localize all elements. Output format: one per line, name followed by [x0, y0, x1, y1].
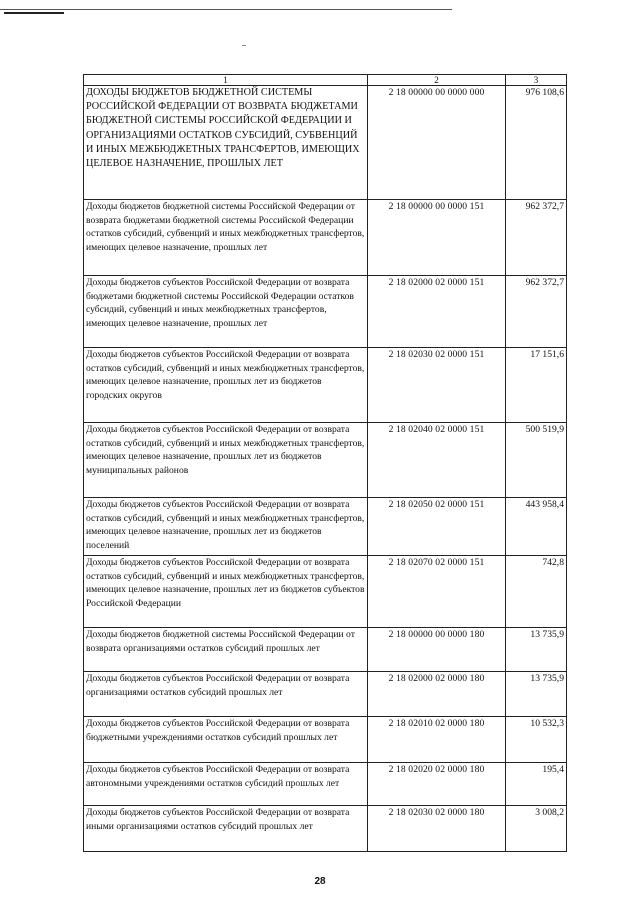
- row-code: 2 18 02030 02 0000 180: [368, 806, 506, 852]
- row-value: 962 372,7: [506, 276, 567, 348]
- table-row: [84, 86, 567, 200]
- scan-edge-line: [0, 9, 452, 10]
- row-code: 2 18 02030 02 0000 151: [368, 348, 506, 423]
- row-value: 17 151,6: [506, 348, 567, 423]
- column-header-name: 1: [84, 75, 368, 86]
- row-name: Доходы бюджетов субъектов Российской Федерации от возврата автономными учреждениями остатков субсидий прошлых лет: [84, 763, 368, 806]
- column-header-value: 3: [506, 75, 567, 86]
- row-name: ДОХОДЫ БЮДЖЕТОВ БЮДЖЕТНОЙ СИСТЕМЫ РОССИЙСКОЙ ФЕДЕРАЦИИ ОТ ВОЗВРАТА БЮДЖЕТАМИ БЮДЖЕТНОЙ СИСТЕМЫ РОССИЙСКОЙ ФЕДЕРАЦИИ И ОРГАНИЗАЦИЯМИ ОСТАТКОВ СУБСИДИЙ, СУБВЕНЦИЙ И ИНЫХ МЕЖБЮДЖЕТНЫХ ТРАНСФЕРТОВ, ИМЕЮЩИХ ЦЕЛЕВОЕ НАЗНАЧЕНИЕ, ПРОШЛЫХ ЛЕТ: [84, 86, 368, 200]
- row-name: Доходы бюджетов субъектов Российской Федерации от возврата иными организациями остатков субсидий прошлых лет: [84, 806, 368, 852]
- table-row: [84, 806, 567, 852]
- table-header-row: [84, 75, 567, 86]
- row-value: 195,4: [506, 763, 567, 806]
- table-row: [84, 423, 567, 498]
- row-code: 2 18 02070 02 0000 151: [368, 556, 506, 628]
- table-row: [84, 556, 567, 628]
- table-row: [84, 348, 567, 423]
- row-code: 2 18 02050 02 0000 151: [368, 498, 506, 556]
- row-value: 10 532,3: [506, 717, 567, 763]
- table-row: [84, 498, 567, 556]
- row-code: 2 18 02010 02 0000 180: [368, 717, 506, 763]
- budget-revenue-table: [83, 74, 567, 852]
- row-value: 742,8: [506, 556, 567, 628]
- row-name: Доходы бюджетов субъектов Российской Федерации от возврата остатков субсидий, субвенций и иных межбюджетных трансфертов, имеющих целевое назначение, прошлых лет из бюджетов субъектов Российской Федерации: [84, 556, 368, 628]
- row-code: 2 18 02040 02 0000 151: [368, 423, 506, 498]
- table-row: [84, 717, 567, 763]
- row-name: Доходы бюджетов субъектов Российской Федерации от возврата бюджетами бюджетной системы Российской Федерации остатков субсидий, субвенций и иных межбюджетных трансфертов, имеющих целевое назначение, прошлых лет: [84, 276, 368, 348]
- row-value: 500 519,9: [506, 423, 567, 498]
- table-row: [84, 276, 567, 348]
- row-value: 443 958,4: [506, 498, 567, 556]
- page-number: 28: [314, 876, 326, 887]
- row-name: Доходы бюджетов бюджетной системы Российской Федерации от возврата бюджетами бюджетной системы Российской Федерации остатков субсидий, субвенций и иных межбюджетных трансфертов, имеющих целевое назначение, прошлых лет: [84, 200, 368, 276]
- table-row: [84, 672, 567, 717]
- row-name: Доходы бюджетов бюджетной системы Российской Федерации от возврата организациями остатков субсидий прошлых лет: [84, 628, 368, 672]
- scan-mark: [4, 12, 64, 14]
- row-code: 2 18 02000 02 0000 151: [368, 276, 506, 348]
- table-row: [84, 763, 567, 806]
- row-value: 3 008,2: [506, 806, 567, 852]
- row-value: 976 108,6: [506, 86, 567, 200]
- row-value: 13 735,9: [506, 628, 567, 672]
- row-code: 2 18 00000 00 0000 180: [368, 628, 506, 672]
- row-value: 962 372,7: [506, 200, 567, 276]
- row-name: Доходы бюджетов субъектов Российской Федерации от возврата организациями остатков субсидий прошлых лет: [84, 672, 368, 717]
- row-name: Доходы бюджетов субъектов Российской Федерации от возврата остатков субсидий, субвенций и иных межбюджетных трансфертов, имеющих целевое назначение, прошлых лет из бюджетов городских округов: [84, 348, 368, 423]
- scan-speck: [242, 45, 246, 46]
- row-name: Доходы бюджетов субъектов Российской Федерации от возврата остатков субсидий, субвенций и иных межбюджетных трансфертов, имеющих целевое назначение, прошлых лет из бюджетов муниципальных районов: [84, 423, 368, 498]
- row-code: 2 18 02000 02 0000 180: [368, 672, 506, 717]
- row-name: Доходы бюджетов субъектов Российской Федерации от возврата остатков субсидий, субвенций и иных межбюджетных трансфертов, имеющих целевое назначение, прошлых лет из бюджетов поселений: [84, 498, 368, 556]
- row-code: 2 18 02020 02 0000 180: [368, 763, 506, 806]
- row-code: 2 18 00000 00 0000 000: [368, 86, 506, 200]
- table-row: [84, 628, 567, 672]
- column-header-code: 2: [368, 75, 506, 86]
- row-code: 2 18 00000 00 0000 151: [368, 200, 506, 276]
- row-name: Доходы бюджетов субъектов Российской Федерации от возврата бюджетными учреждениями остатков субсидий прошлых лет: [84, 717, 368, 763]
- row-value: 13 735,9: [506, 672, 567, 717]
- table-row: [84, 200, 567, 276]
